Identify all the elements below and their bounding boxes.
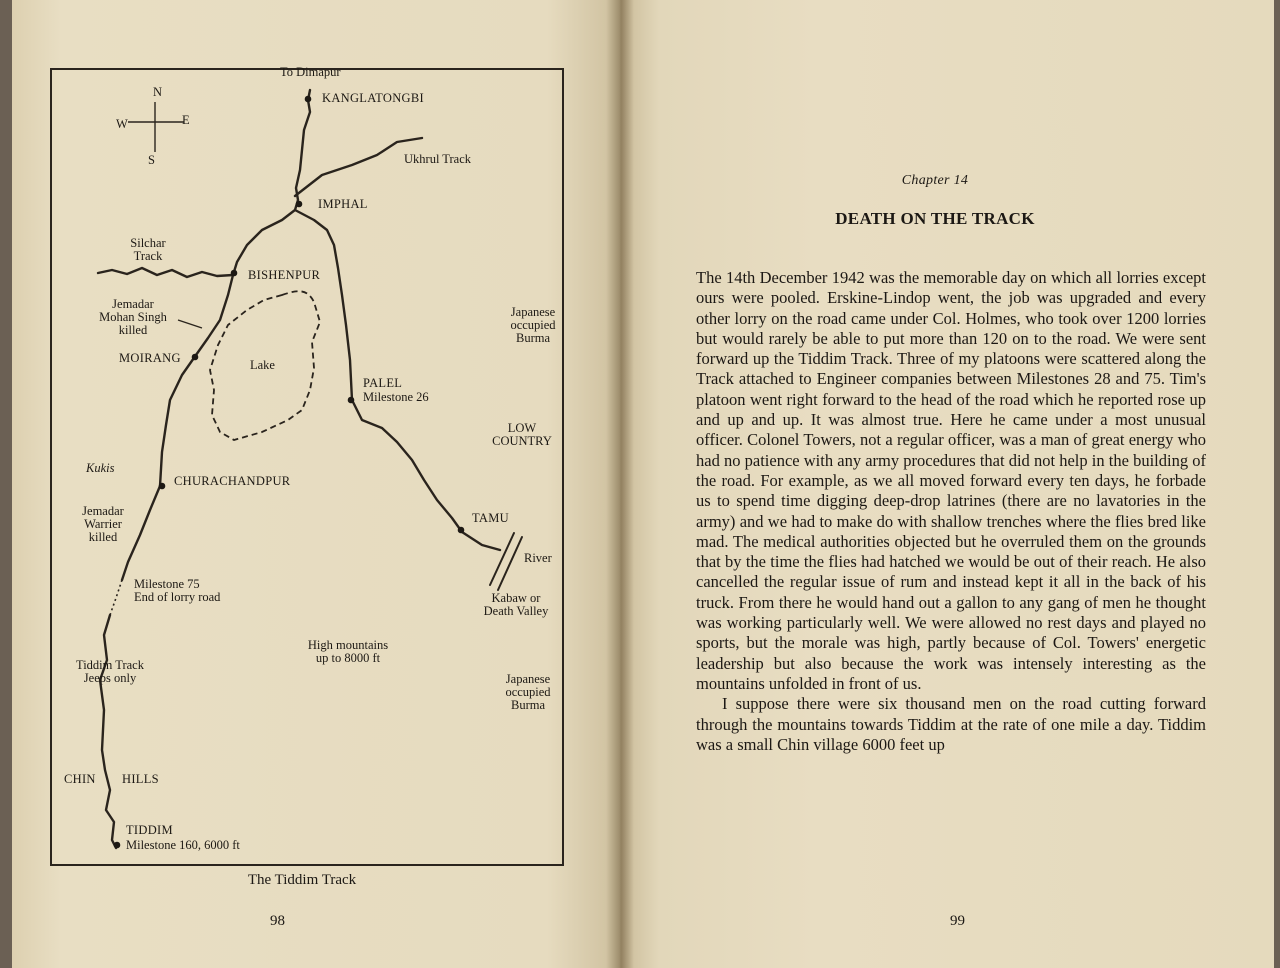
chin-label: CHIN bbox=[64, 772, 96, 786]
tiddim-track-label bbox=[64, 659, 156, 685]
churachandpur-dot bbox=[159, 483, 166, 490]
silchar-line-2: Track bbox=[133, 249, 163, 263]
low-country-line-2: COUNTRY bbox=[492, 434, 552, 448]
milestone-26-label: Milestone 26 bbox=[363, 390, 429, 404]
tiddim-track-line-1: Tiddim Track bbox=[76, 658, 144, 672]
high-mountains-label bbox=[288, 639, 408, 665]
jemadar-mohan-line-1: Jemadar bbox=[112, 297, 154, 311]
jemadar-warrier-label bbox=[68, 505, 138, 544]
river-label: River bbox=[524, 551, 552, 565]
japanese-occupied-bottom-label bbox=[488, 673, 568, 712]
high-mountains-line-2: up to 8000 ft bbox=[315, 651, 381, 665]
jemadar-warrier-line-1: Jemadar bbox=[82, 504, 124, 518]
japanese-bottom-line-1: Japanese bbox=[505, 672, 551, 686]
book-gutter bbox=[606, 0, 634, 968]
milestone-75-line-2: End of lorry road bbox=[134, 590, 221, 604]
jemadar-mohan-line-3: killed bbox=[118, 323, 148, 337]
tamu-dot bbox=[458, 527, 465, 534]
compass-rose-icon bbox=[128, 102, 184, 152]
chapter-body bbox=[696, 268, 1206, 755]
paragraph-2: I suppose there were six thousand men on the road cutting forward through the mountains towards Tiddim at the rate of one mile a day. Tiddim was a small Chin village 6000 feet up bbox=[696, 694, 1206, 754]
imphal-label: IMPHAL bbox=[318, 197, 368, 211]
tiddim-track bbox=[100, 615, 116, 848]
map-frame bbox=[50, 65, 564, 866]
right-page bbox=[620, 0, 1274, 968]
palel-label: PALEL bbox=[363, 376, 403, 390]
churachandpur-label: CHURACHANDPUR bbox=[174, 474, 291, 488]
jemadar-mohan-line-2: Mohan Singh bbox=[99, 310, 167, 324]
bishenpur-dot bbox=[231, 270, 238, 277]
bishenpur-label: BISHENPUR bbox=[248, 268, 321, 282]
tiddim-track-map bbox=[52, 70, 562, 864]
silchar-line-1: Silchar bbox=[130, 236, 166, 250]
mohan-singh-pointer bbox=[178, 320, 202, 328]
tiddim-track-line-2: Jeeps only bbox=[83, 671, 137, 685]
road-kanglatongbi-imphal bbox=[295, 90, 310, 210]
palel-dot bbox=[348, 397, 355, 404]
ukhrul-track-label: Ukhrul Track bbox=[404, 152, 472, 166]
high-mountains-line-1: High mountains bbox=[307, 638, 389, 652]
kabaw-valley-label bbox=[464, 592, 568, 618]
japanese-bottom-line-2: occupied bbox=[505, 685, 551, 699]
page-number-right: 99 bbox=[950, 913, 965, 929]
track-dotted-segment bbox=[110, 580, 122, 615]
river-line-2 bbox=[498, 537, 522, 590]
low-country-label bbox=[484, 422, 560, 448]
jemadar-warrier-line-3: killed bbox=[88, 530, 118, 544]
tamu-label: TAMU bbox=[472, 511, 510, 525]
tiddim-dot bbox=[114, 842, 121, 849]
tiddim-label: TIDDIM bbox=[126, 823, 173, 837]
milestone-160-label: Milestone 160, 6000 ft bbox=[126, 838, 240, 852]
jemadar-warrier-line-2: Warrier bbox=[84, 517, 122, 531]
japanese-bottom-line-3: Burma bbox=[510, 698, 546, 712]
jemadar-mohan-singh-label bbox=[88, 298, 178, 337]
kanglatongbi-dot bbox=[305, 96, 312, 103]
silchar-track bbox=[98, 268, 233, 277]
river-line-1 bbox=[490, 533, 514, 585]
low-country-line-1: LOW bbox=[507, 421, 537, 435]
chapter-label: Chapter 14 bbox=[901, 173, 969, 188]
compass-e-label: E bbox=[182, 113, 190, 127]
silchar-track-label bbox=[108, 237, 188, 263]
chapter-title: DEATH ON THE TRACK bbox=[835, 209, 1035, 228]
compass-s-label: S bbox=[148, 153, 155, 167]
lake-label: Lake bbox=[250, 358, 275, 372]
page-number-left: 98 bbox=[270, 913, 285, 929]
kanglatongbi-label: KANGLATONGBI bbox=[322, 91, 424, 105]
to-dimapur-label: To Dimapur bbox=[280, 65, 341, 79]
japanese-occupied-top-label bbox=[492, 306, 574, 345]
kabaw-line-2: Death Valley bbox=[483, 604, 549, 618]
japanese-top-line-2: occupied bbox=[510, 318, 556, 332]
moirang-dot bbox=[192, 354, 199, 361]
kabaw-line-1: Kabaw or bbox=[491, 591, 541, 605]
map-caption: The Tiddim Track bbox=[247, 872, 357, 888]
milestone-75-line-1: Milestone 75 bbox=[134, 577, 200, 591]
road-imphal-bishenpur bbox=[233, 210, 295, 275]
compass-w-label: W bbox=[116, 117, 128, 131]
japanese-top-line-1: Japanese bbox=[510, 305, 556, 319]
milestone-75-label bbox=[134, 578, 220, 604]
japanese-top-line-3: Burma bbox=[515, 331, 551, 345]
imphal-dot bbox=[296, 201, 303, 208]
paragraph-1: The 14th December 1942 was the memorable day on which all lorries except ours were pooled. Erskine-Lindop went, the job was upgraded and every other lorry on the road came under Col. Holmes, who took over 1200 lorries but would rarely be able to put more than 120 on to the road. We were sent forward up the Tiddim Track. Three of my platoons were scattered along the Track attached to Engineer companies between Milestones 28 and 75. Tim's platoon went right forward to the head of the road which he reported rose up and up and up. It was almost true. Here he came under a most unusual officer. Colonel Towers, not a regular officer, was a man of great energy who had no patience with any army procedures that did not help in the building of the road. For example, as we all moved forward every ten days, he forbade us to spend time digging deep-drop latrines (there are no lavatories in the army) and we had to make do with shallow trenches where the flies bred like mad. The medical authorities objected but he overruled them on the grounds that by the time the flies had hatched we would be out of their reach. He also cancelled the regular issue of rum and instead kept it all in the back of his truck. From there he would hand out a gallon to any gang of men he thought was working particularly well. We were allowed no rest days and played no sports, but the morale was high, partly because of Col. Towers' energetic leadership but also because the work was intensely interesting as the mountains unfolded in front of us. bbox=[696, 268, 1206, 693]
left-page bbox=[12, 0, 620, 968]
moirang-label: MOIRANG bbox=[119, 351, 181, 365]
ukhrul-track bbox=[295, 138, 422, 196]
compass-n-label: N bbox=[153, 85, 163, 99]
hills-label: HILLS bbox=[122, 772, 159, 786]
kukis-label: Kukis bbox=[86, 461, 115, 475]
